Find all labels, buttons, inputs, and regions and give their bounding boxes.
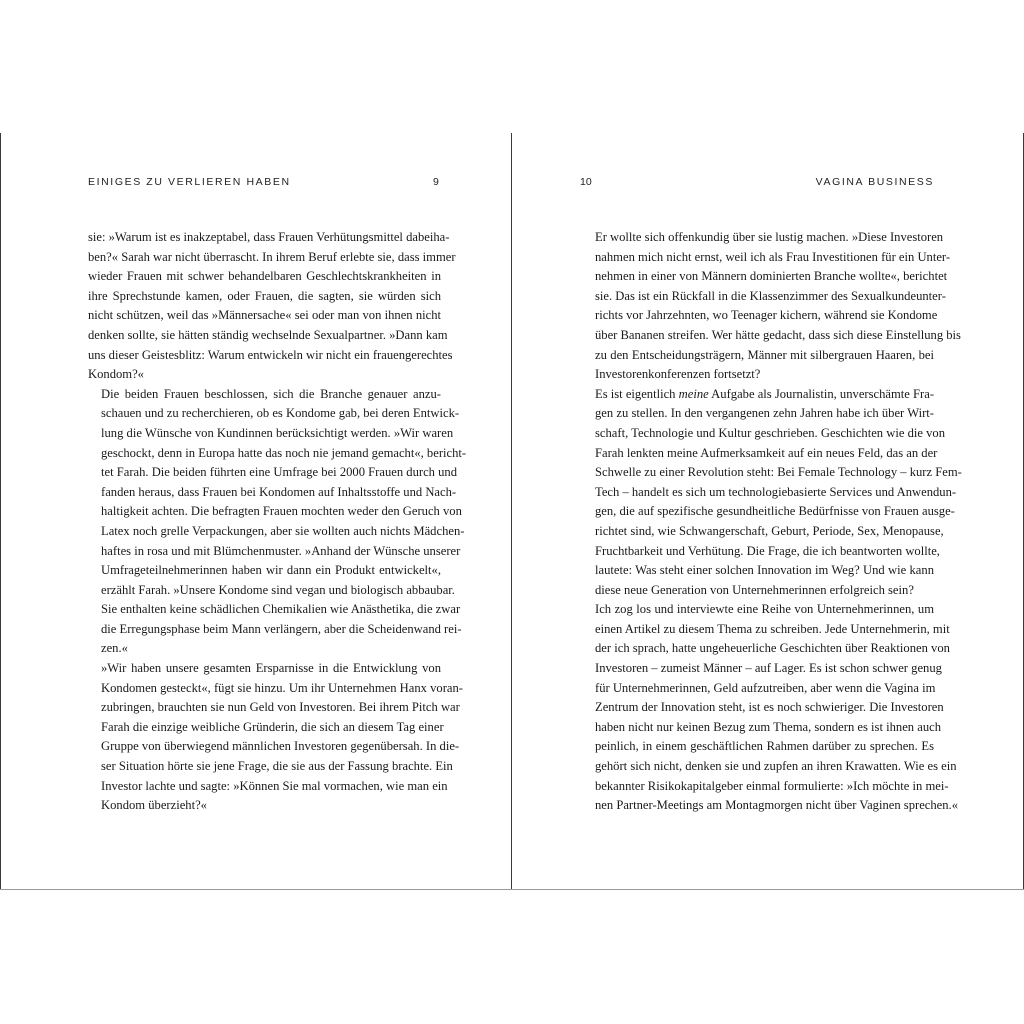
text-line: uns dieser Geistesblitz: Warum entwickeln wir nicht ein frauengerechtes — [88, 347, 453, 362]
text-line: Zentrum der Innovation steht, ist es noch schwieriger. Die Investoren — [595, 700, 944, 715]
text-line: denken sollte, sie hätten ständig wechselnde Sexualpartner. »Dann kam — [88, 327, 448, 342]
text-line: einen Artikel zu diesem Thema zu schreiben. Jede Unternehmerin, mit — [595, 621, 950, 636]
text-line: lung die Wünsche von Kundinnen berücksichtigt werden. »Wir waren — [101, 425, 454, 440]
text-line: nehmen in einer von Männern dominierten Branche wollte«, berichtet — [595, 269, 948, 284]
text-line: Umfrageteilnehmerinnen haben wir dann ein Produkt entwickelt«, — [101, 563, 441, 578]
text-line: Kondomen gesteckt«, fügt sie hinzu. Um ihr Unternehmen Hanx voran- — [101, 680, 463, 695]
text-line — [582, 385, 934, 405]
text-line: nicht schützen, weil das »Männersache« sei oder man von ihnen nicht — [88, 308, 441, 323]
paragraph — [88, 385, 467, 659]
text-line: peinlich, in einem geschäftlichen Rahmen darüber zu sprechen. Es — [595, 739, 934, 754]
text-line: Investor lachte und sagte: »Können Sie mal vormachen, wie man ein — [101, 778, 448, 793]
text-line: Farah die einzige weibliche Gründerin, die sich an diesem Tag einer — [101, 719, 444, 734]
running-head-title: VAGINA BUSINESS — [815, 176, 934, 188]
text-line: der ich sprach, hatte ungeheuerliche Geschichten über Reaktionen von — [595, 641, 950, 656]
text-line: erzählt Farah. »Unsere Kondome sind vegan und biologisch abbaubar. — [101, 582, 455, 597]
text-line: Investoren – zumeist Männer – auf Lager. Es ist schon schwer genug — [595, 661, 942, 676]
text-line: über Bananen streifen. Wer hätte gedacht, dass sich diese Einstellung bis — [595, 327, 961, 342]
text-line: für Unternehmerinnen, Geld aufzutreiben, aber wenn die Vagina im — [595, 680, 936, 695]
text-line: »Wir haben unsere gesamten Ersparnisse in die Entwicklung von — [101, 661, 441, 676]
text-line: die Erregungsphase beim Mann verlängern, aber die Scheidenwand rei- — [101, 621, 462, 636]
text-line: ser Situation hörte sie jene Frage, die sie aus der Fassung brachte. Ein — [101, 759, 453, 774]
text-line: schauen und zu recherchieren, ob es Kondome gab, bei deren Entwick- — [101, 406, 460, 421]
text-line: Gruppe von überwiegend männlichen Investoren gegenübersah. In die- — [101, 739, 460, 754]
text-line: Ich zog los und interviewte eine Reihe von Unternehmerinnen, um — [595, 602, 934, 617]
text-line: zubringen, brauchten sie nun Geld von Investoren. Bei ihrem Pitch war — [101, 700, 460, 715]
text-line: ihre Sprechstunde kamen, oder Frauen, die sagten, sie würden sich — [88, 288, 441, 303]
text-line: zen.« — [101, 641, 128, 656]
paragraph — [88, 228, 456, 385]
text-run: Aufgabe als Journalistin, unverschämte Fra- — [708, 386, 935, 401]
paragraph — [582, 385, 962, 601]
text-run: Es ist eigentlich — [595, 386, 679, 401]
text-line: geschockt, denn in Europa hatte das noch nie jemand gemacht«, bericht- — [101, 445, 467, 460]
paragraph — [582, 600, 959, 816]
text-line: haltigkeit achten. Die befragten Frauen mochten weder den Geruch von — [101, 504, 462, 519]
text-line: Fruchtbarkeit und Verhütung. Die Frage, die ich beantworten wollte, — [595, 543, 940, 558]
text-line: haben nicht nur keinen Bezug zum Thema, sondern es ist ihnen auch — [595, 719, 941, 734]
right-page — [512, 0, 1023, 1024]
text-line: gehört sich nicht, denken sie und zupfen an ihren Krawatten. Wie es ein — [595, 759, 957, 774]
page-number: 10 — [580, 176, 592, 188]
text-line: zu den Entscheidungsträgern, Männer mit silbergrauen Haaren, bei — [595, 347, 934, 362]
text-line: bekannter Risikokapitalgeber einmal formulierte: »Ich möchte in mei- — [595, 778, 949, 793]
text-line: haftes in rosa und mit Blümchenmuster. »Anhand der Wünsche unserer — [101, 543, 461, 558]
text-line: lautete: Was steht einer solchen Innovation im Weg? Und wie kann — [595, 563, 934, 578]
text-line: wieder Frauen mit schwer behandelbaren Geschlechtskrankheiten in — [88, 269, 441, 284]
paragraph — [582, 228, 961, 385]
body-text — [88, 228, 467, 816]
text-line: Kondom?« — [88, 367, 144, 382]
text-line: diese neue Generation von Unternehmerinnen erfolgreich sein? — [595, 582, 914, 597]
running-head-title: EINIGES ZU VERLIEREN HABEN — [88, 176, 291, 188]
text-line: richtet sind, wie Schwangerschaft, Geburt, Periode, Sex, Menopause, — [595, 523, 944, 538]
text-line: Kondom überzieht?« — [101, 798, 207, 813]
text-line: fanden heraus, dass Frauen bei Kondomen auf Inhaltsstoffe und Nach- — [101, 484, 457, 499]
text-line: sie. Das ist ein Rückfall in die Klassenzimmer des Sexualkundeunter- — [595, 288, 946, 303]
paragraph — [88, 659, 463, 816]
text-line: ben?« Sarah war nicht überrascht. In ihrem Beruf erlebte sie, dass immer — [88, 249, 456, 264]
text-line: nahmen mich nicht ernst, weil ich als Frau Investitionen für ein Unter- — [595, 249, 951, 264]
text-line: Farah lenkten meine Aufmerksamkeit auf ein neues Feld, das an der — [595, 445, 938, 460]
text-line: sie: »Warum ist es inakzeptabel, dass Frauen Verhütungsmittel dabeiha- — [88, 230, 450, 244]
text-line: Schwelle zu einer Revolution steht: Bei Female Technology – kurz Fem- — [595, 465, 962, 480]
text-line: gen, die auf spezifische gesundheitliche Bedürfnisse von Frauen ausge- — [595, 504, 955, 519]
text-line: Er wollte sich offenkundig über sie lustig machen. »Diese Investoren — [595, 230, 944, 244]
text-line: Sie enthalten keine schädlichen Chemikalien wie Anästhetika, die zwar — [101, 602, 461, 617]
text-line: Tech – handelt es sich um technologiebasierte Services und Anwendun- — [595, 484, 957, 499]
text-line: Die beiden Frauen beschlossen, sich die Branche genauer anzu- — [101, 386, 441, 401]
text-line: nen Partner-Meetings am Montagmorgen nicht über Vaginen sprechen.« — [595, 798, 959, 813]
text-line: Investorenkonferenzen fortsetzt? — [595, 367, 761, 382]
emphasis: meine — [678, 386, 709, 401]
page-number: 9 — [433, 176, 439, 188]
text-line: richts vor Jahrzehnten, wo Teenager kichern, während sie Kondome — [595, 308, 938, 323]
text-line: tet Farah. Die beiden führten eine Umfrage bei 2000 Frauen durch und — [101, 465, 458, 480]
body-text — [582, 228, 962, 816]
text-line: Latex noch grelle Verpackungen, aber sie wollten auch nichts Mädchen- — [101, 523, 465, 538]
text-line: schaft, Technologie und Kultur geschrieben. Geschichten wie die von — [595, 425, 946, 440]
text-line: gen zu stellen. In den vergangenen zehn Jahren habe ich über Wirt- — [595, 406, 934, 421]
left-page — [0, 0, 511, 1024]
